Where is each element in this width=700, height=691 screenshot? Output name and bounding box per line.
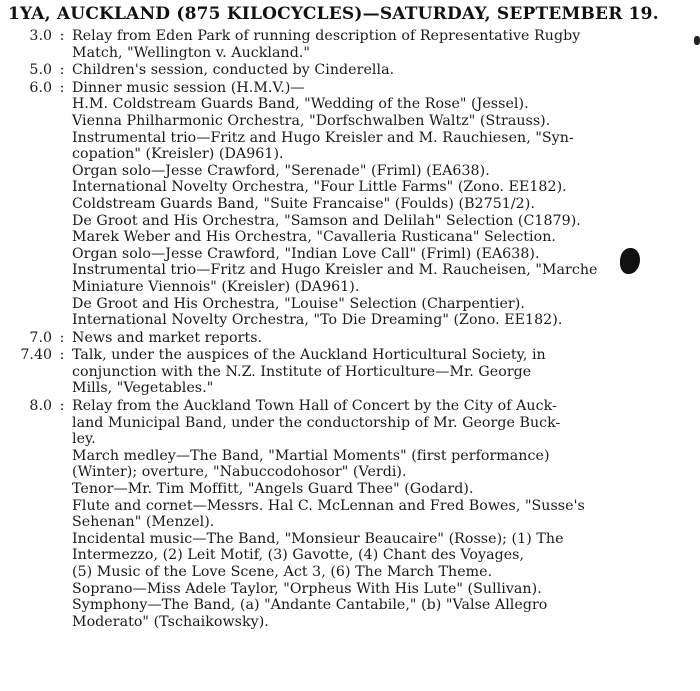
item-line: Instrumental trio—Fritz and Hugo Kreisler and M. Rauchiesen, "Syn-: [72, 129, 574, 146]
item-line: Incidental music—The Band, "Monsieur Beaucaire" (Rosse); (1) The: [72, 530, 564, 547]
item-line: (5) Music of the Love Scene, Act 3, (6) The March Theme.: [72, 564, 493, 580]
entry-separator: :: [59, 398, 65, 415]
item-line: Organ solo—Jesse Crawford, "Serenade" (Friml) (EA638).: [72, 162, 490, 179]
programme-item: [72, 296, 692, 313]
item-line: De Groot and His Orchestra, "Louise" Selection (Charpentier).: [72, 295, 525, 312]
programme-item: [72, 448, 692, 481]
programme-item: [72, 262, 692, 295]
programme-item: [72, 246, 692, 263]
entry-line: Relay from the Auckland Town Hall of Concert by the City of Auck-: [72, 398, 557, 415]
programme-item: [72, 213, 692, 230]
entry-body: [72, 80, 692, 329]
item-line: Symphony—The Band, (a) "Andante Cantabile," (b) "Valse Allegro: [72, 597, 548, 614]
programme-entry: [8, 330, 692, 347]
entry-line: land Municipal Band, under the conductorship of Mr. George Buck-: [72, 414, 561, 431]
ink-speck: [694, 36, 700, 45]
entry-body: [72, 347, 692, 397]
entry-time: 3.0: [29, 28, 52, 44]
programme-item: [72, 481, 692, 498]
programme-item: [72, 179, 692, 196]
entry-line: Children's session, conducted by Cinderella.: [72, 62, 395, 79]
programme-item: [72, 163, 692, 180]
entry-line: Talk, under the auspices of the Auckland Horticultural Society, in: [72, 347, 546, 364]
entry-time: 6.0: [29, 79, 52, 96]
programme-entry: [8, 398, 692, 630]
programme-entry: [8, 347, 692, 397]
programme-item: [72, 498, 692, 531]
programme-item: [72, 597, 692, 630]
entry-separator: :: [59, 329, 65, 346]
item-line: Marek Weber and His Orchestra, "Cavalleria Rusticana" Selection.: [72, 229, 556, 246]
entry-body: [72, 62, 692, 79]
entry-time: 7.0: [29, 329, 52, 346]
entry-body: [72, 330, 692, 347]
entry-line: ley.: [72, 431, 96, 448]
item-line: Flute and cornet—Messrs. Hal C. McLennan and Fred Bowes, "Susse's: [72, 497, 585, 514]
item-line: Intermezzo, (2) Leit Motif, (3) Gavotte, (4) Chant des Voyages,: [72, 547, 525, 564]
item-line: Tenor—Mr. Tim Moffitt, "Angels Guard Thee" (Godard).: [72, 481, 474, 498]
programme-item: [72, 531, 692, 581]
entry-line: Match, "Wellington v. Auckland.": [72, 44, 310, 61]
programme-item: [72, 96, 692, 113]
entry-body: [72, 28, 692, 61]
programme-item: [72, 229, 692, 246]
item-line: International Novelty Orchestra, "Four Little Farms" (Zono. EE182).: [72, 179, 567, 196]
entry-body: [72, 398, 692, 630]
item-line: Instrumental trio—Fritz and Hugo Kreisler and M. Raucheisen, "Marche: [72, 262, 598, 279]
entry-time: 7.40: [20, 347, 52, 364]
entry-separator: :: [59, 62, 65, 79]
entry-line: News and market reports.: [72, 329, 263, 346]
programme-item: [72, 581, 692, 598]
entry-line: conjunction with the N.Z. Institute of Horticulture—Mr. George: [72, 363, 532, 380]
programme-item: [72, 312, 692, 329]
programme-item: [72, 113, 692, 130]
entry-time: 5.0: [29, 62, 52, 79]
item-line: International Novelty Orchestra, "To Die Dreaming" (Zono. EE182).: [72, 312, 563, 329]
item-line: Organ solo—Jesse Crawford, "Indian Love Call" (Friml) (EA638).: [72, 245, 540, 262]
item-line: March medley—The Band, "Martial Moments" (first performance): [72, 447, 550, 464]
entry-separator: :: [59, 28, 65, 44]
item-line: Miniature Viennois" (Kreisler) (DA961).: [72, 278, 360, 295]
station-header: 1YA, AUCKLAND (875 KILOCYCLES)—SATURDAY, SEPTEMBER 19.: [8, 4, 659, 24]
item-line: De Groot and His Orchestra, "Samson and Delilah" Selection (C1879).: [72, 212, 581, 229]
item-line: H.M. Coldstream Guards Band, "Wedding of the Rose" (Jessel).: [72, 96, 529, 113]
item-line: Vienna Philharmonic Orchestra, "Dorfschwalben Waltz" (Strauss).: [72, 112, 551, 129]
entry-line: Mills, "Vegetables.": [72, 380, 214, 397]
entry-time: 8.0: [29, 398, 52, 415]
programme-entry: [8, 28, 692, 61]
entry-separator: :: [59, 79, 65, 96]
programme-list: [8, 28, 692, 630]
item-line: (Winter); overture, "Nabuccodohosor" (Verdi).: [72, 464, 407, 481]
entry-line: Dinner music session (H.M.V.)—: [72, 79, 305, 96]
item-line: Moderato" (Tschaikowsky).: [72, 613, 269, 630]
programme-item: [72, 196, 692, 213]
programme-entry: [8, 62, 692, 79]
item-line: Soprano—Miss Adele Taylor, "Orpheus With His Lute" (Sullivan).: [72, 580, 542, 597]
item-line: Coldstream Guards Band, "Suite Francaise" (Foulds) (B2751/2).: [72, 195, 535, 212]
item-line: copation" (Kreisler) (DA961).: [72, 146, 284, 163]
item-line: Sehenan" (Menzel).: [72, 514, 215, 531]
programme-item: [72, 130, 692, 163]
entry-separator: :: [59, 347, 65, 364]
programme-entry: [8, 80, 692, 329]
entry-line: Relay from Eden Park of running description of Representative Rugby: [72, 28, 581, 44]
